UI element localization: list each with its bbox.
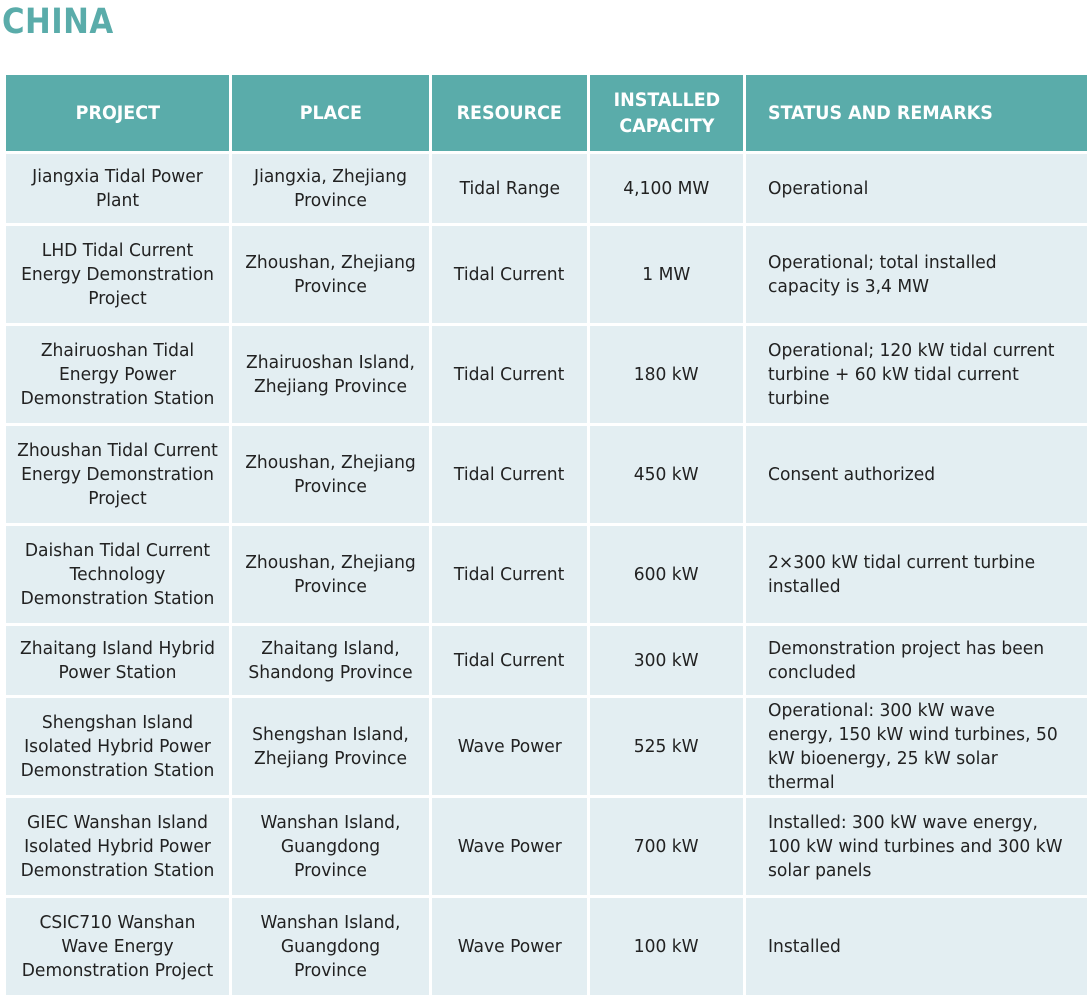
table-row bbox=[6, 226, 1087, 323]
cell-status: Operational: 300 kW wave energy, 150 kW wind turbines, 50 kW bioenergy, 25 kW solar thermal bbox=[746, 698, 1087, 795]
cell-place: Zhairuoshan Island, Zhejiang Province bbox=[232, 326, 429, 423]
cell-capacity: 100 kW bbox=[590, 898, 743, 995]
cell-status: 2×300 kW tidal current turbine installed bbox=[746, 526, 1087, 623]
cell-place: Jiangxia, Zhejiang Province bbox=[232, 154, 429, 223]
table-row bbox=[6, 698, 1087, 795]
header-project: PROJECT bbox=[6, 75, 229, 151]
cell-resource: Tidal Current bbox=[432, 426, 587, 523]
cell-status: Operational; 120 kW tidal current turbine + 60 kW tidal current turbine bbox=[746, 326, 1087, 423]
cell-resource: Tidal Current bbox=[432, 326, 587, 423]
header-resource: RESOURCE bbox=[432, 75, 587, 151]
cell-capacity: 700 kW bbox=[590, 798, 743, 895]
cell-place: Wanshan Island, Guangdong Province bbox=[232, 898, 429, 995]
cell-status: Consent authorized bbox=[746, 426, 1087, 523]
cell-capacity: 4,100 MW bbox=[590, 154, 743, 223]
cell-project: Zhairuoshan Tidal Energy Power Demonstration Station bbox=[6, 326, 229, 423]
cell-resource: Tidal Current bbox=[432, 226, 587, 323]
cell-capacity: 1 MW bbox=[590, 226, 743, 323]
cell-project: LHD Tidal Current Energy Demonstration Project bbox=[6, 226, 229, 323]
cell-status: Operational; total installed capacity is 3,4 MW bbox=[746, 226, 1087, 323]
table-row bbox=[6, 526, 1087, 623]
projects-table bbox=[3, 72, 1087, 998]
cell-resource: Wave Power bbox=[432, 798, 587, 895]
cell-status: Installed bbox=[746, 898, 1087, 995]
table-row bbox=[6, 898, 1087, 995]
cell-resource: Tidal Current bbox=[432, 626, 587, 695]
cell-place: Zhoushan, Zhejiang Province bbox=[232, 426, 429, 523]
header-place: PLACE bbox=[232, 75, 429, 151]
table-header-row bbox=[6, 75, 1087, 151]
cell-project: Jiangxia Tidal Power Plant bbox=[6, 154, 229, 223]
cell-capacity: 450 kW bbox=[590, 426, 743, 523]
table-row bbox=[6, 626, 1087, 695]
table-row bbox=[6, 326, 1087, 423]
cell-project: Zhaitang Island Hybrid Power Station bbox=[6, 626, 229, 695]
cell-resource: Tidal Current bbox=[432, 526, 587, 623]
cell-place: Wanshan Island, Guangdong Province bbox=[232, 798, 429, 895]
header-installed-capacity: INSTALLED CAPACITY bbox=[590, 75, 743, 151]
header-status-remarks: STATUS AND REMARKS bbox=[746, 75, 1087, 151]
cell-resource: Tidal Range bbox=[432, 154, 587, 223]
cell-capacity: 300 kW bbox=[590, 626, 743, 695]
cell-project: Shengshan Island Isolated Hybrid Power Demonstration Station bbox=[6, 698, 229, 795]
cell-project: GIEC Wanshan Island Isolated Hybrid Power Demonstration Station bbox=[6, 798, 229, 895]
cell-resource: Wave Power bbox=[432, 898, 587, 995]
cell-capacity: 180 kW bbox=[590, 326, 743, 423]
cell-place: Zhoushan, Zhejiang Province bbox=[232, 226, 429, 323]
cell-status: Demonstration project has been concluded bbox=[746, 626, 1087, 695]
cell-status: Operational bbox=[746, 154, 1087, 223]
cell-capacity: 525 kW bbox=[590, 698, 743, 795]
table-row bbox=[6, 798, 1087, 895]
cell-resource: Wave Power bbox=[432, 698, 587, 795]
cell-place: Shengshan Island, Zhejiang Province bbox=[232, 698, 429, 795]
cell-project: CSIC710 Wanshan Wave Energy Demonstration Project bbox=[6, 898, 229, 995]
cell-capacity: 600 kW bbox=[590, 526, 743, 623]
cell-status: Installed: 300 kW wave energy, 100 kW wind turbines and 300 kW solar panels bbox=[746, 798, 1087, 895]
cell-place: Zhaitang Island, Shandong Province bbox=[232, 626, 429, 695]
cell-project: Zhoushan Tidal Current Energy Demonstration Project bbox=[6, 426, 229, 523]
cell-project: Daishan Tidal Current Technology Demonstration Station bbox=[6, 526, 229, 623]
cell-place: Zhoushan, Zhejiang Province bbox=[232, 526, 429, 623]
table-row bbox=[6, 426, 1087, 523]
table-row bbox=[6, 154, 1087, 223]
page-title: CHINA bbox=[2, 2, 114, 42]
